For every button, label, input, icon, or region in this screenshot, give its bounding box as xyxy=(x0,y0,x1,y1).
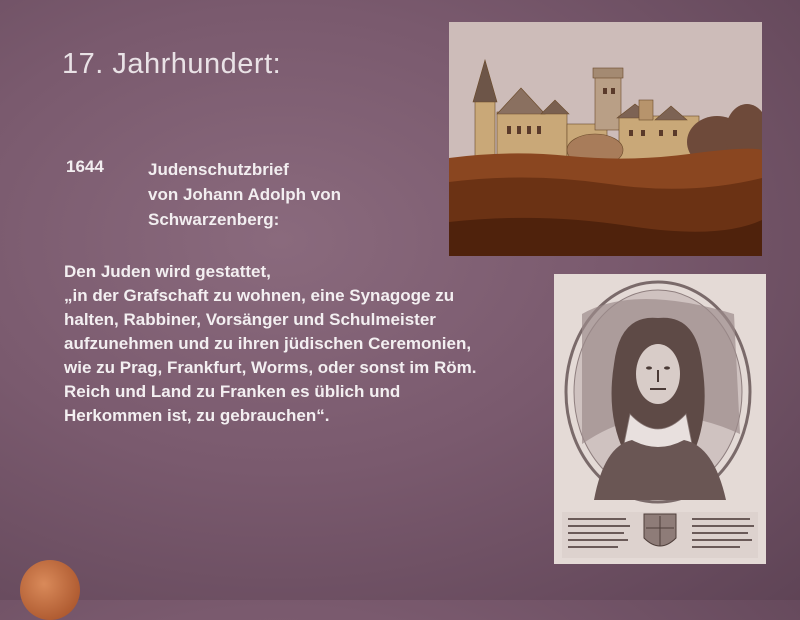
portrait-engraving xyxy=(554,274,766,564)
quote-line: Den Juden wird gestattet, xyxy=(64,262,271,281)
castle-illustration xyxy=(449,22,762,256)
decree-line: Judenschutzbrief xyxy=(148,160,289,179)
decree-line: von Johann Adolph von xyxy=(148,185,341,204)
audience-head xyxy=(20,560,80,620)
quote-line: Herkommen ist, zu gebrauchen“. xyxy=(64,406,330,425)
quote-line: halten, Rabbiner, Vorsänger und Schulmeister xyxy=(64,310,436,329)
decree-year: 1644 xyxy=(66,157,104,176)
slide-title: 17. Jahrhundert: xyxy=(62,48,282,80)
portrait-illustration xyxy=(554,274,766,564)
quote-line: Reich und Land zu Franken es üblich und xyxy=(64,382,401,401)
castle-photo xyxy=(449,22,762,256)
quote-line: „in der Grafschaft zu wohnen, eine Synagoge zu xyxy=(64,286,455,305)
decree-description xyxy=(148,157,341,232)
decree-line: Schwarzenberg: xyxy=(148,210,280,229)
quote-body xyxy=(64,260,476,428)
quote-line: aufzunehmen und zu ihren jüdischen Ceremonien, xyxy=(64,334,472,353)
quote-line: wie zu Prag, Frankfurt, Worms, oder sonst im Röm. xyxy=(64,358,477,377)
